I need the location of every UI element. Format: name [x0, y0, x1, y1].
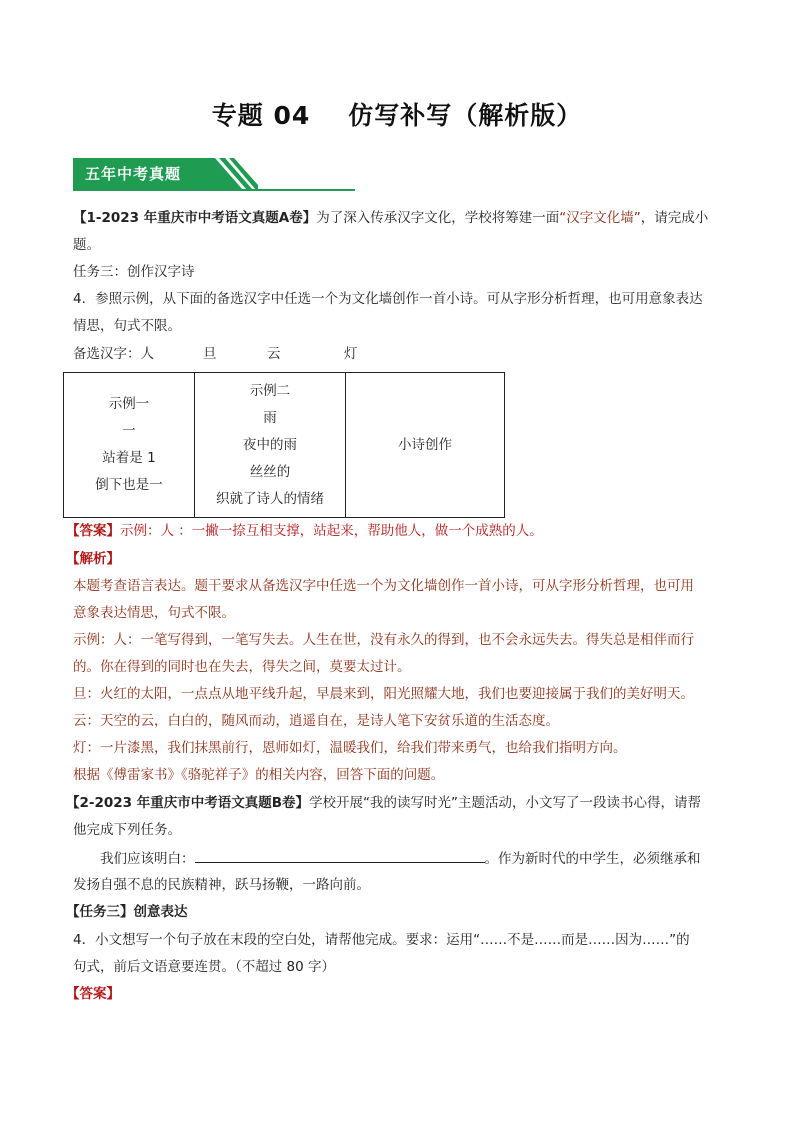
q1-intro-line-2: 题。 [73, 237, 100, 253]
example-2-label: 示例二 [249, 382, 291, 399]
example-2-char: 雨 [263, 409, 277, 426]
q2-source: 【2-2023 年重庆市中考语文真题B卷】 [66, 795, 310, 811]
analysis-line: 旦：火红的太阳，一点点从地平线升起，早晨来到，阳光照耀大地，我们也要迎接属于我们的美好明天。 [73, 686, 694, 702]
q2-fill-line-2: 发扬自强不息的民族精神，跃马扬鞭，一路向前。 [73, 877, 370, 893]
q1-answer [66, 521, 543, 541]
poem-creation-cell: 小诗创作 [346, 373, 505, 518]
example-1-line: 倒下也是一 [95, 477, 163, 493]
analysis-line: 根据《傅雷家书》《骆驼祥子》的相关内容，回答下面的问题。 [73, 767, 445, 783]
example-2-cell [195, 373, 346, 518]
example-1-cell [64, 373, 195, 518]
q1-prompt-line-1: 4．参照示例，从下面的备选汉字中任选一个为文化墙创作一首小诗。可从字形分析哲理，也可用意象表达 [73, 291, 703, 307]
example-2-line: 织就了诗人的情绪 [216, 490, 324, 507]
q1-source: 【1-2023 年重庆市中考语文真题A卷】 [73, 210, 317, 226]
analysis-line: 灯：一片漆黑，我们抹黑前行，恩师如灯，温暖我们，给我们带来勇气，也给我们指明方向。 [73, 740, 627, 756]
q2-prompt-line-2: 句式，前后文语意要连贯。（不超过 80 字） [73, 959, 336, 975]
q1-intro-a: 为了深入传承汉字文化，学校将筹建一面 [316, 210, 560, 226]
analysis-line: 本题考查语言表达。题干要求从备选汉字中任选一个为文化墙创作一首小诗，可从字形分析哲理，也可用 [73, 578, 694, 594]
example-table [63, 372, 505, 518]
example-2-line: 丝丝的 [249, 463, 291, 480]
q2-task-text: 【任务三】创意表达 [66, 904, 188, 920]
candidate-char: 云 [267, 346, 281, 362]
q2-task [66, 902, 188, 922]
analysis-line: 云：天空的云，白白的，随风而动，逍遥自在，是诗人笔下安贫乐道的生活态度。 [73, 713, 559, 729]
analysis-line: 示例：人：一笔写得到，一笔写失去。人生在世，没有永久的得到，也不会永远失去。得失总是相伴而行 [73, 632, 694, 648]
q1-candidates [73, 344, 358, 364]
candidate-char: 灯 [344, 346, 358, 362]
title-topic-name: 仿写补写（解析版） [348, 101, 583, 130]
q2-intro-a: 学校开展“我的读写时光”主题活动，小文写了一段读书心得，请帮 [309, 795, 702, 811]
q2-intro-line-2: 他完成下列任务。 [73, 822, 181, 838]
example-1-char: 一 [122, 423, 136, 439]
q2-prompt-line-1: 4．小文想写一个句子放在末段的空白处，请帮他完成。要求：运用“……不是……而是……因为……”的 [73, 932, 690, 948]
analysis-line: 的。你在得到的同时也在失去，得失之间，莫要太过计。 [73, 659, 411, 675]
q1-prompt-line-2: 情思，句式不限。 [73, 318, 181, 334]
q2-fill-line [100, 848, 701, 869]
q1-analysis-label: 【解析】 [66, 551, 120, 567]
q1-intro-line-1 [73, 208, 708, 228]
title-topic-number: 专题 04 [211, 101, 311, 130]
candidate-char: 人 [140, 346, 154, 362]
q1-intro-b: ，请完成小 [640, 210, 709, 226]
example-1-label: 示例一 [108, 396, 150, 412]
analysis-line: 意象表达情思，句式不限。 [73, 605, 235, 621]
q1-answer-label: 【答案】 [66, 523, 120, 539]
section-banner-label: 五年中考真题 [85, 165, 182, 183]
page-title [0, 96, 794, 132]
q2-intro-line-1 [66, 793, 701, 813]
q1-task: 任务三：创作汉字诗 [73, 264, 195, 280]
example-1-line: 站着是 1 [102, 450, 156, 466]
q2-fill-a: 我们应该明白： [100, 851, 195, 867]
q1-intro-quote: “汉字文化墙” [559, 210, 641, 226]
fill-in-blank [195, 848, 485, 863]
candidates-label: 备选汉字： [73, 346, 141, 362]
section-divider [73, 189, 355, 191]
candidate-char: 旦 [203, 346, 217, 362]
q2-fill-b: 。作为新时代的中学生，必须继承和 [484, 851, 701, 867]
example-2-line: 夜中的雨 [243, 436, 297, 453]
q1-answer-text: 示例：人 ：一撇一捺互相支撑，站起来，帮助他人，做一个成熟的人。 [120, 523, 543, 539]
q2-answer-label: 【答案】 [66, 986, 120, 1002]
